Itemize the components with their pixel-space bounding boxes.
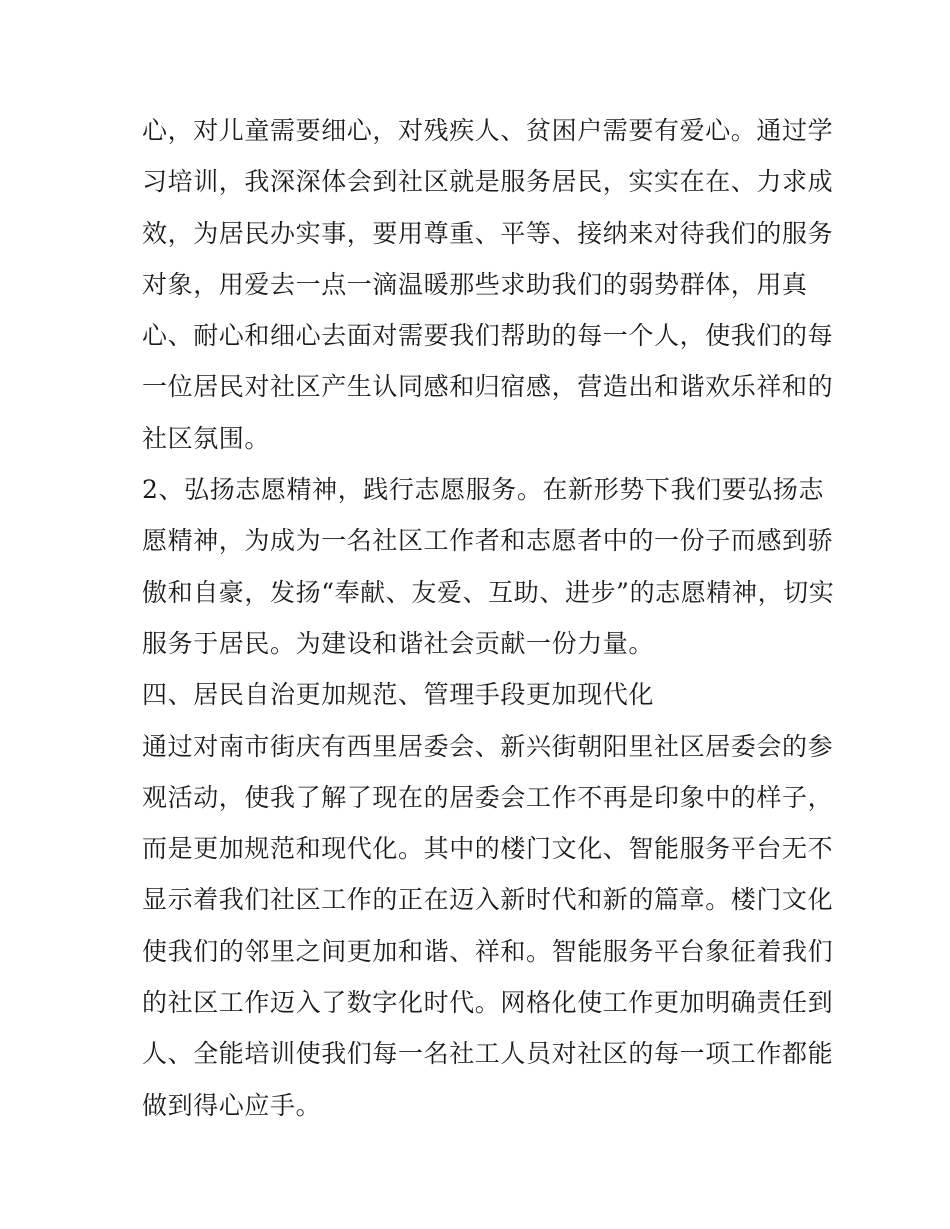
text-line: 傲和自豪，发扬“奉献、友爱、互助、进步”的志愿精神，切实 bbox=[142, 577, 835, 607]
text-line: 使我们的邻里之间更加和谐、祥和。智能服务平台象征着我们 bbox=[142, 936, 834, 966]
text-line: 服务于居民。为建设和谐社会贡献一份力量。 bbox=[142, 628, 655, 658]
text-line: 对象，用爱去一点一滴温暖那些求助我们的弱势群体，用真 bbox=[142, 269, 808, 299]
body-text bbox=[142, 105, 835, 1131]
list-item-heading: 2、弘扬志愿精神，践行志愿服务。在新形势下我们要弘扬志 bbox=[142, 475, 825, 505]
text-line: 一位居民对社区产生认同感和归宿感，营造出和谐欢乐祥和的 bbox=[142, 372, 834, 402]
text-line: 而是更加规范和现代化。其中的楼门文化、智能服务平台无不 bbox=[142, 834, 834, 864]
text-line: 效，为居民办实事，要用尊重、平等、接纳来对待我们的服务 bbox=[142, 218, 834, 248]
text-line: 显示着我们社区工作的正在迈入新时代和新的篇章。楼门文化 bbox=[142, 885, 834, 915]
text-line: 社区氛围。 bbox=[142, 423, 271, 453]
text-line: 人、全能培训使我们每一名社工人员对社区的每一项工作都能 bbox=[142, 1039, 834, 1069]
text-line: 愿精神，为成为一名社区工作者和志愿者中的一份子而感到骄 bbox=[142, 526, 834, 556]
text-line: 心、耐心和细心去面对需要我们帮助的每一个人，使我们的每 bbox=[142, 321, 834, 351]
text-line: 的社区工作迈入了数字化时代。网格化使工作更加明确责任到 bbox=[142, 988, 834, 1018]
text-line: 通过对南市街庆有西里居委会、新兴街朝阳里社区居委会的参 bbox=[142, 731, 834, 761]
text-line: 做到得心应手。 bbox=[142, 1090, 322, 1120]
text-line: 心，对儿童需要细心，对残疾人、贫困户需要有爱心。通过学 bbox=[142, 116, 834, 145]
text-line: 习培训，我深深体会到社区就是服务居民，实实在在、力求成 bbox=[142, 167, 834, 197]
text-line: 观活动，使我了解了现在的居委会工作不再是印象中的样子， bbox=[142, 782, 834, 812]
section-heading: 四、居民自治更加规范、管理手段更加现代化 bbox=[142, 680, 655, 710]
